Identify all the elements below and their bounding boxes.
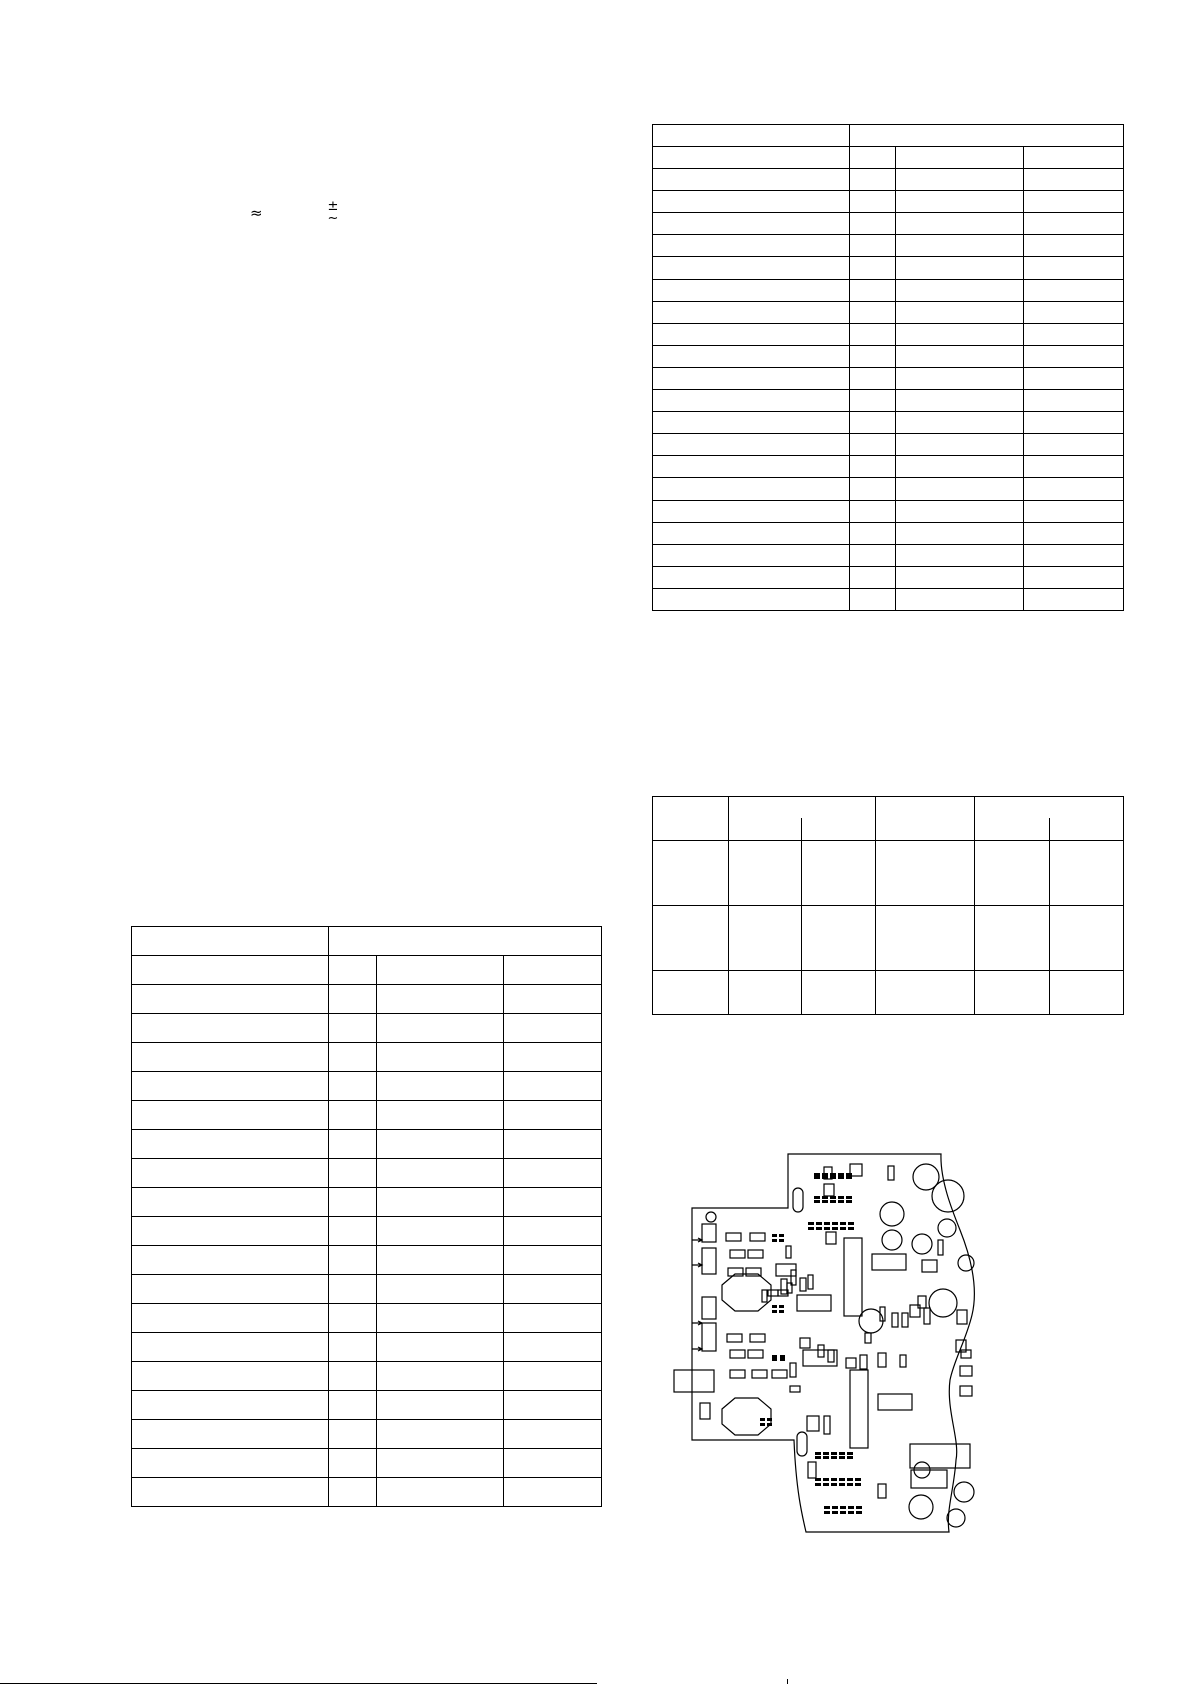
right-table-cell: [850, 323, 896, 345]
right-table-cell: [896, 566, 1024, 588]
right-table-row: [653, 125, 1124, 147]
right-table-row: [653, 147, 1124, 169]
right-table-cell: [850, 367, 896, 389]
left-table-cell: [504, 1449, 602, 1478]
right-table-cell: [850, 169, 896, 191]
right-table-cell: [850, 456, 896, 478]
left-table-cell: [132, 1420, 329, 1449]
left-table-cell: [504, 1188, 602, 1217]
left-table-cell: [504, 1333, 602, 1362]
left-table-cell: [132, 956, 329, 985]
right-table-cell: [1024, 367, 1124, 389]
right-table-cell: [850, 191, 896, 213]
right-table-cell: [850, 345, 896, 367]
small-spec-table: [652, 796, 1124, 1015]
right-table-cell: [653, 544, 850, 566]
left-table-cell: [132, 1275, 329, 1304]
right-table-cell: [1024, 301, 1124, 323]
small-table-cell: [1050, 971, 1124, 1015]
right-table-cell: [653, 588, 850, 610]
right-spec-table: [652, 124, 1124, 611]
left-table-cell: [132, 1391, 329, 1420]
left-table-cell: [377, 1188, 504, 1217]
left-table-header-group: [329, 927, 602, 956]
right-table-cell: [896, 434, 1024, 456]
left-table-cell: [504, 985, 602, 1014]
right-table-cell: [653, 456, 850, 478]
left-table-cell: [377, 1420, 504, 1449]
left-table-cell: [329, 1449, 377, 1478]
left-table-cell: [504, 1478, 602, 1507]
right-table-header-cell: [653, 125, 850, 147]
small-table-cell: [975, 841, 1050, 906]
right-table-cell: [896, 279, 1024, 301]
left-table-cell: [132, 1304, 329, 1333]
right-table-cell: [850, 412, 896, 434]
right-table-cell: [1024, 345, 1124, 367]
right-table-row: [653, 345, 1124, 367]
left-table-cell: [329, 1101, 377, 1130]
right-table-cell: [1024, 257, 1124, 279]
right-table-cell: [1024, 456, 1124, 478]
right-table-row: [653, 390, 1124, 412]
left-table-row: [132, 1304, 602, 1333]
right-table-cell: [1024, 169, 1124, 191]
left-table-row: [132, 1246, 602, 1275]
left-table-cell: [504, 1362, 602, 1391]
left-table-row: [132, 927, 602, 956]
right-table-row: [653, 257, 1124, 279]
left-table-cell: [329, 985, 377, 1014]
small-table-cell: [729, 841, 802, 906]
right-table-row: [653, 478, 1124, 500]
small-table-cell: [653, 841, 729, 906]
small-table-cell: [1050, 906, 1124, 971]
left-table-cell: [132, 1449, 329, 1478]
left-table-cell: [377, 1159, 504, 1188]
left-table-cell: [132, 1333, 329, 1362]
right-table-cell: [850, 588, 896, 610]
right-table-cell: [896, 412, 1024, 434]
left-table-cell: [132, 1072, 329, 1101]
left-table-cell: [377, 1101, 504, 1130]
right-table-cell: [850, 279, 896, 301]
small-table-cell: [729, 971, 802, 1015]
left-table-row: [132, 1188, 602, 1217]
right-table-row: [653, 367, 1124, 389]
right-table-row: [653, 522, 1124, 544]
left-table-cell: [377, 985, 504, 1014]
circuit-board-layout-icon: [660, 1150, 980, 1540]
right-table-cell: [850, 257, 896, 279]
right-table-cell: [896, 390, 1024, 412]
right-table-cell: [1024, 478, 1124, 500]
left-table-row: [132, 985, 602, 1014]
left-table-cell: [132, 1362, 329, 1391]
left-table-cell: [504, 1217, 602, 1246]
right-table-cell: [896, 169, 1024, 191]
right-table-cell: [896, 478, 1024, 500]
right-table-cell: [896, 345, 1024, 367]
left-table-cell: [504, 1014, 602, 1043]
left-table-row: [132, 956, 602, 985]
left-table-cell: [329, 1246, 377, 1275]
right-table-cell: [850, 500, 896, 522]
right-table-row: [653, 301, 1124, 323]
right-table-cell: [1024, 544, 1124, 566]
right-table-row: [653, 456, 1124, 478]
small-table-cell: [1050, 841, 1124, 906]
right-table-row: [653, 279, 1124, 301]
left-table-cell: [377, 1449, 504, 1478]
right-table-cell: [850, 301, 896, 323]
right-table-cell: [896, 301, 1024, 323]
right-table-cell: [653, 522, 850, 544]
left-table-header-cell: [132, 927, 329, 956]
left-table-cell: [132, 1043, 329, 1072]
right-table-cell: [653, 478, 850, 500]
right-table-cell: [1024, 434, 1124, 456]
right-table-cell: [1024, 566, 1124, 588]
left-table-cell: [329, 1014, 377, 1043]
left-table-row: [132, 1217, 602, 1246]
small-table-cell: [653, 971, 729, 1015]
left-table-cell: [132, 1478, 329, 1507]
right-table-cell: [653, 169, 850, 191]
left-table-row: [132, 1478, 602, 1507]
left-table-cell: [377, 1043, 504, 1072]
left-table-cell: [329, 1072, 377, 1101]
left-table-row: [132, 1043, 602, 1072]
left-table-cell: [504, 1304, 602, 1333]
small-table-cell: [802, 971, 876, 1015]
right-table-cell: [896, 544, 1024, 566]
left-table-cell: [329, 1043, 377, 1072]
left-table-row: [132, 1159, 602, 1188]
right-table-cell: [1024, 213, 1124, 235]
right-table-row: [653, 323, 1124, 345]
right-table-cell: [896, 235, 1024, 257]
left-table-cell: [329, 1420, 377, 1449]
right-table-cell: [653, 500, 850, 522]
small-table-cell: [802, 841, 876, 906]
left-table-cell: [329, 1159, 377, 1188]
right-table-cell: [850, 235, 896, 257]
right-table-row: [653, 169, 1124, 191]
right-table-cell: [653, 235, 850, 257]
left-table-cell: [504, 1101, 602, 1130]
right-table-cell: [896, 257, 1024, 279]
left-table-cell: [504, 1072, 602, 1101]
small-table-header-group: [975, 797, 1124, 841]
right-table-cell: [653, 367, 850, 389]
small-table-cell: [975, 906, 1050, 971]
left-table-cell: [377, 1130, 504, 1159]
right-table-row: [653, 566, 1124, 588]
left-table-cell: [132, 1101, 329, 1130]
right-table-cell: [850, 566, 896, 588]
left-table-cell: [377, 1246, 504, 1275]
left-table-cell: [329, 1130, 377, 1159]
right-table-cell: [1024, 500, 1124, 522]
left-table-cell: [504, 1246, 602, 1275]
right-table-row: [653, 434, 1124, 456]
approx-symbol: ≈: [250, 204, 263, 222]
right-table-cell: [653, 566, 850, 588]
left-table-cell: [377, 1478, 504, 1507]
right-table-cell: [653, 323, 850, 345]
left-table-cell: [504, 1159, 602, 1188]
left-table-cell: [377, 1014, 504, 1043]
left-table-cell: [377, 1362, 504, 1391]
small-table-cell: [653, 906, 729, 971]
right-table-cell: [896, 588, 1024, 610]
right-table-cell: [850, 544, 896, 566]
left-spec-table: [131, 926, 602, 1507]
small-table-cell: [802, 906, 876, 971]
right-table-cell: [1024, 323, 1124, 345]
right-table-row: [653, 213, 1124, 235]
right-table-cell: [1024, 191, 1124, 213]
left-table-row: [132, 1130, 602, 1159]
left-table-cell: [132, 985, 329, 1014]
left-table-cell: [377, 1333, 504, 1362]
small-table-cell: [876, 841, 975, 906]
left-table-cell: [329, 1362, 377, 1391]
right-table-cell: [896, 367, 1024, 389]
right-table-row: [653, 544, 1124, 566]
small-table-header-cell: [876, 797, 975, 841]
left-table-cell: [377, 956, 504, 985]
right-table-cell: [896, 147, 1024, 169]
left-table-cell: [329, 1391, 377, 1420]
right-table-cell: [850, 434, 896, 456]
right-table-cell: [850, 478, 896, 500]
left-table-cell: [329, 956, 377, 985]
left-table-cell: [329, 1275, 377, 1304]
right-table-cell: [896, 456, 1024, 478]
right-table-cell: [1024, 390, 1124, 412]
left-table-cell: [329, 1478, 377, 1507]
left-table-row: [132, 1275, 602, 1304]
left-table-row: [132, 1333, 602, 1362]
right-table-cell: [896, 500, 1024, 522]
left-table-cell: [132, 1188, 329, 1217]
right-table-cell: [1024, 522, 1124, 544]
small-table-cell: [876, 971, 975, 1015]
small-table-cell: [729, 906, 802, 971]
left-table-cell: [132, 1159, 329, 1188]
small-table-cell: [975, 971, 1050, 1015]
left-table-row: [132, 1101, 602, 1130]
tilde-symbol: ~: [327, 211, 339, 226]
right-table-cell: [653, 257, 850, 279]
right-table-cell: [653, 412, 850, 434]
left-table-cell: [377, 1217, 504, 1246]
right-table-cell: [896, 323, 1024, 345]
right-table-cell: [896, 213, 1024, 235]
footer-rule: [0, 1683, 597, 1684]
right-table-cell: [1024, 147, 1124, 169]
left-table-row: [132, 1449, 602, 1478]
right-table-row: [653, 412, 1124, 434]
right-table-cell: [850, 213, 896, 235]
left-table-cell: [504, 1391, 602, 1420]
left-table-cell: [329, 1188, 377, 1217]
right-table-cell: [653, 191, 850, 213]
right-table-cell: [1024, 588, 1124, 610]
right-table-cell: [653, 147, 850, 169]
plus-minus-symbol: ±: [327, 199, 339, 214]
right-table-cell: [1024, 412, 1124, 434]
left-table-cell: [329, 1304, 377, 1333]
left-table-cell: [132, 1130, 329, 1159]
right-table-cell: [653, 279, 850, 301]
right-table-cell: [850, 390, 896, 412]
right-table-cell: [653, 213, 850, 235]
left-table-cell: [504, 956, 602, 985]
right-table-header-group: [850, 125, 1124, 147]
left-table-cell: [377, 1391, 504, 1420]
left-table-cell: [377, 1275, 504, 1304]
left-table-cell: [377, 1304, 504, 1333]
left-table-cell: [132, 1246, 329, 1275]
left-table-cell: [504, 1275, 602, 1304]
right-table-cell: [850, 147, 896, 169]
left-table-cell: [377, 1072, 504, 1101]
right-table-row: [653, 235, 1124, 257]
left-table-cell: [329, 1333, 377, 1362]
small-table-cell: [876, 906, 975, 971]
left-table-cell: [504, 1130, 602, 1159]
right-table-cell: [850, 522, 896, 544]
right-table-cell: [653, 390, 850, 412]
left-table-cell: [504, 1043, 602, 1072]
right-table-row: [653, 588, 1124, 610]
left-table-row: [132, 1014, 602, 1043]
right-table-cell: [653, 434, 850, 456]
small-table-header-group: [729, 797, 876, 841]
left-table-row: [132, 1391, 602, 1420]
left-table-cell: [132, 1014, 329, 1043]
left-table-row: [132, 1072, 602, 1101]
left-table-cell: [329, 1217, 377, 1246]
left-table-cell: [132, 1217, 329, 1246]
right-table-row: [653, 191, 1124, 213]
right-table-cell: [896, 522, 1024, 544]
left-table-row: [132, 1420, 602, 1449]
right-table-cell: [1024, 279, 1124, 301]
right-table-cell: [1024, 235, 1124, 257]
right-table-row: [653, 500, 1124, 522]
right-table-cell: [653, 301, 850, 323]
left-table-row: [132, 1362, 602, 1391]
right-table-cell: [896, 191, 1024, 213]
left-table-cell: [504, 1420, 602, 1449]
footer-tick: [787, 1679, 788, 1684]
right-table-cell: [653, 345, 850, 367]
small-table-header-cell: [653, 797, 729, 841]
